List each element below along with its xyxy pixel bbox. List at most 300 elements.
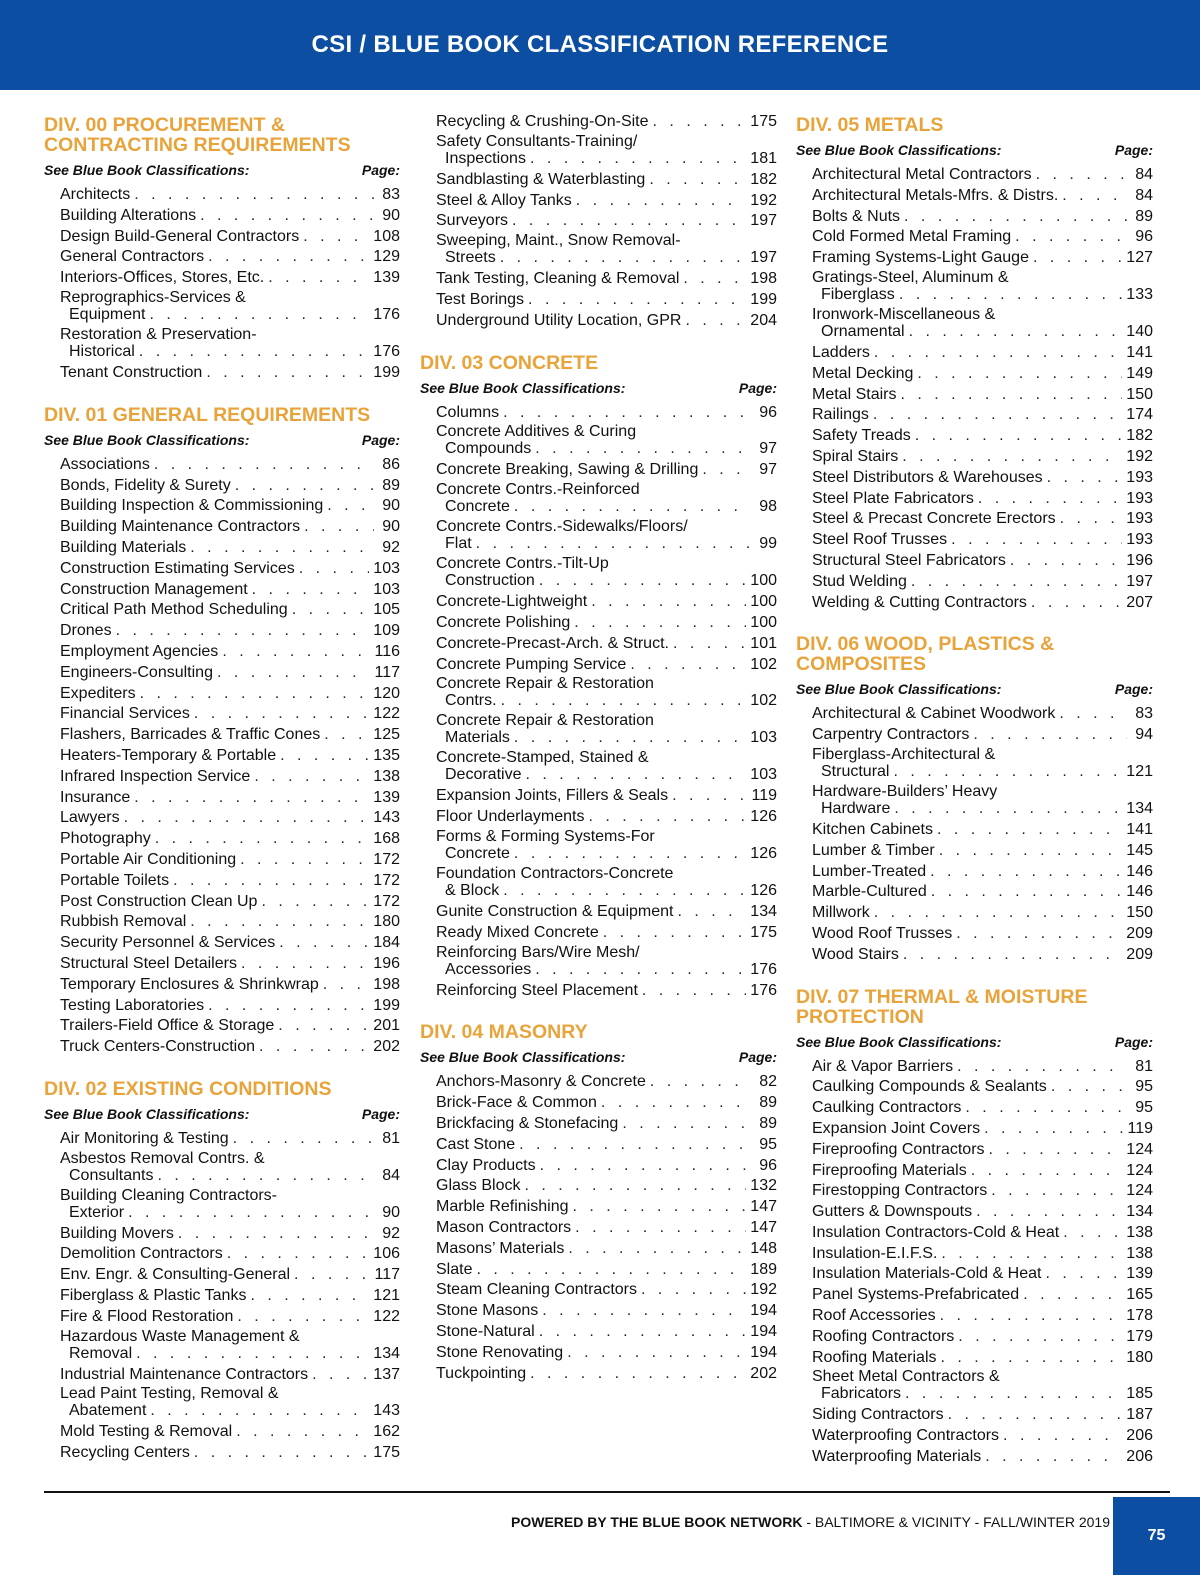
- classification-entry[interactable]: [796, 1368, 1153, 1402]
- entry-page: 175: [373, 1444, 400, 1462]
- classification-entry[interactable]: [796, 186, 1153, 207]
- classification-entry[interactable]: [420, 555, 777, 589]
- dot-leader: [140, 684, 370, 705]
- classification-entry[interactable]: [420, 269, 777, 290]
- classification-entry[interactable]: [420, 1072, 777, 1093]
- dot-leader: [941, 1244, 1122, 1265]
- division-heading-line: PROTECTION: [796, 1005, 924, 1028]
- entry-page: 81: [1135, 1057, 1153, 1075]
- classification-entry[interactable]: [44, 600, 400, 621]
- classification-entry[interactable]: [44, 517, 400, 538]
- entry-page: 172: [373, 871, 400, 889]
- classification-entry[interactable]: [420, 403, 777, 424]
- classification-entry[interactable]: [796, 725, 1153, 746]
- dot-leader: [280, 746, 369, 767]
- entry-name: Expansion Joints, Fillers & Seals: [436, 787, 669, 805]
- classification-entry[interactable]: [420, 1301, 777, 1322]
- classification-entry[interactable]: [796, 1223, 1153, 1244]
- classification-entry[interactable]: [44, 326, 400, 360]
- classification-entry[interactable]: [44, 788, 400, 809]
- dot-leader: [573, 1197, 747, 1218]
- dot-leader: [677, 902, 746, 923]
- entry-page: 162: [373, 1423, 400, 1441]
- classification-entry[interactable]: [796, 385, 1153, 406]
- entry-page: 101: [750, 634, 777, 652]
- division-heading: [796, 984, 1153, 1027]
- dot-leader: [294, 1265, 370, 1286]
- classification-entry[interactable]: [796, 1057, 1153, 1078]
- dot-leader: [268, 268, 369, 289]
- classification-subheader: [44, 431, 400, 449]
- classification-entry[interactable]: [44, 268, 400, 289]
- classification-entry[interactable]: [420, 902, 777, 923]
- classification-entry[interactable]: [44, 206, 400, 227]
- dot-leader: [128, 1204, 374, 1221]
- page-column-label: Page:: [1114, 142, 1153, 158]
- entry-name: Firestopping Contractors: [812, 1182, 988, 1200]
- classification-entry[interactable]: [420, 1260, 777, 1281]
- dot-leader: [1059, 704, 1127, 725]
- classification-entry[interactable]: [44, 455, 400, 476]
- entry-page: 182: [750, 170, 777, 188]
- classification-entry[interactable]: [420, 518, 777, 552]
- entry-page: 108: [373, 227, 400, 245]
- classification-entry[interactable]: [44, 538, 400, 559]
- entry-name: Financial Services: [60, 705, 190, 723]
- entry-page: 175: [750, 923, 777, 941]
- classification-entry[interactable]: [420, 923, 777, 944]
- entry-page: 120: [373, 684, 400, 702]
- dot-leader: [173, 871, 369, 892]
- dot-leader: [1062, 186, 1127, 207]
- classification-entry[interactable]: [796, 1140, 1153, 1161]
- entry-page: 193: [1126, 531, 1153, 549]
- classification-entry[interactable]: [796, 1426, 1153, 1447]
- classification-entry[interactable]: [44, 1129, 400, 1150]
- entry-name: Lumber & Timber: [812, 841, 935, 859]
- dot-leader: [893, 763, 1122, 780]
- dot-leader: [155, 829, 370, 850]
- dot-leader: [1060, 509, 1123, 530]
- entry-page: 193: [1126, 468, 1153, 486]
- classification-entry[interactable]: [796, 1077, 1153, 1098]
- entry-name-continued: Exterior: [69, 1203, 125, 1221]
- column-3: [796, 112, 1153, 1486]
- classification-entry[interactable]: [796, 704, 1153, 725]
- dot-leader: [539, 572, 746, 589]
- classification-subheader: [44, 161, 400, 179]
- classification-entry[interactable]: [44, 496, 400, 517]
- entry-page: 145: [1126, 841, 1153, 859]
- classification-entry[interactable]: [44, 289, 400, 323]
- entry-page: 175: [750, 113, 777, 130]
- entry-name: Metal Stairs: [812, 385, 897, 403]
- classification-entry[interactable]: [44, 621, 400, 642]
- entry-name: Ready Mixed Concrete: [436, 923, 599, 941]
- classification-entry[interactable]: [420, 1364, 777, 1385]
- classification-entry[interactable]: [44, 1307, 400, 1328]
- classification-entry[interactable]: [420, 1322, 777, 1343]
- classification-entry[interactable]: [420, 460, 777, 481]
- entry-name: Wood Roof Trusses: [812, 924, 953, 942]
- classification-entry[interactable]: [420, 170, 777, 191]
- entry-name: Infrared Inspection Service: [60, 767, 251, 785]
- dot-leader: [956, 924, 1122, 945]
- entry-name: Critical Path Method Scheduling: [60, 601, 288, 619]
- entry-page: 96: [759, 403, 777, 421]
- classification-entry[interactable]: [796, 447, 1153, 468]
- dot-leader: [900, 385, 1122, 406]
- classification-entry[interactable]: [44, 746, 400, 767]
- entry-name-continued: Concrete: [445, 844, 510, 862]
- classification-entry[interactable]: [420, 655, 777, 676]
- dot-leader: [957, 1057, 1127, 1078]
- entry-page: 198: [750, 270, 777, 288]
- classification-entry[interactable]: [420, 865, 777, 899]
- dot-leader: [190, 912, 369, 933]
- entry-name: Wood Stairs: [812, 945, 899, 963]
- classification-entry[interactable]: [44, 559, 400, 580]
- classification-entry[interactable]: [796, 1327, 1153, 1348]
- entry-page: 134: [1126, 799, 1153, 817]
- entry-page: 90: [382, 497, 400, 515]
- classification-entry[interactable]: [796, 945, 1153, 966]
- classification-entry[interactable]: [796, 882, 1153, 903]
- dot-leader: [303, 227, 369, 248]
- entry-name: Env. Engr. & Consulting-General: [60, 1266, 291, 1284]
- see-classifications-label: See Blue Book Classifications:: [796, 142, 1002, 158]
- entry-name: Concrete Pumping Service: [436, 655, 627, 673]
- classification-entry[interactable]: [420, 1280, 777, 1301]
- dot-leader: [601, 1093, 751, 1114]
- classification-entry[interactable]: [420, 481, 777, 515]
- classification-entry[interactable]: [44, 1365, 400, 1386]
- footer-credit: [44, 1508, 1110, 1536]
- dot-leader: [650, 1072, 751, 1093]
- entry-name: Portable Air Conditioning: [60, 850, 237, 868]
- classification-entry[interactable]: [796, 343, 1153, 364]
- classification-entry[interactable]: [796, 405, 1153, 426]
- classification-entry[interactable]: [420, 981, 777, 1002]
- entry-name: Safety Consultants-Training/: [436, 132, 638, 150]
- page-column-label: Page:: [361, 162, 400, 178]
- classification-entry[interactable]: [44, 1016, 400, 1037]
- classification-subheader: [420, 1048, 777, 1066]
- classification-entry[interactable]: [796, 1447, 1153, 1468]
- division-section: [44, 112, 400, 384]
- column-1: [44, 112, 400, 1482]
- classification-entry[interactable]: [44, 684, 400, 705]
- classification-entry[interactable]: [44, 1443, 400, 1464]
- entry-name: Security Personnel & Services: [60, 934, 276, 952]
- division-heading: [420, 350, 777, 373]
- entry-page: 86: [382, 455, 400, 473]
- classification-entry[interactable]: [796, 1306, 1153, 1327]
- entry-page: 168: [373, 830, 400, 848]
- dot-leader: [915, 426, 1123, 447]
- dot-leader: [649, 170, 746, 191]
- classification-entry[interactable]: [796, 820, 1153, 841]
- classification-entry[interactable]: [796, 551, 1153, 572]
- classification-entry[interactable]: [796, 1244, 1153, 1265]
- dot-leader: [978, 489, 1122, 510]
- classification-entry[interactable]: [420, 112, 777, 133]
- classification-entry[interactable]: [420, 423, 777, 457]
- dot-leader: [154, 455, 374, 476]
- classification-entry[interactable]: [796, 468, 1153, 489]
- entry-page: 122: [373, 1307, 400, 1325]
- classification-entry[interactable]: [796, 1161, 1153, 1182]
- classification-entry[interactable]: [796, 165, 1153, 186]
- page-column-label: Page:: [1114, 681, 1153, 698]
- classification-entry[interactable]: [420, 1114, 777, 1135]
- classification-entry[interactable]: [796, 862, 1153, 883]
- dot-leader: [874, 343, 1122, 364]
- classification-entry[interactable]: [44, 580, 400, 601]
- classification-entry[interactable]: [44, 850, 400, 871]
- classification-subheader: [796, 1033, 1153, 1051]
- classification-entry[interactable]: [44, 642, 400, 663]
- classification-entry[interactable]: [44, 1187, 400, 1221]
- entry-name: Drones: [60, 622, 112, 640]
- classification-entry[interactable]: [44, 663, 400, 684]
- classification-entry[interactable]: [420, 290, 777, 311]
- classification-entry[interactable]: [420, 592, 777, 613]
- entry-name: Masons’ Materials: [436, 1239, 565, 1257]
- classification-entry[interactable]: [44, 808, 400, 829]
- entry-name: Associations: [60, 455, 150, 473]
- entry-page: 103: [373, 580, 400, 598]
- classification-entry[interactable]: [796, 1405, 1153, 1426]
- entry-page: 134: [1126, 1203, 1153, 1221]
- classification-entry[interactable]: [796, 306, 1153, 340]
- classification-entry[interactable]: [44, 912, 400, 933]
- classification-entry[interactable]: [420, 675, 777, 709]
- classification-entry[interactable]: [44, 227, 400, 248]
- classification-entry[interactable]: [44, 1385, 400, 1419]
- classification-entry[interactable]: [796, 364, 1153, 385]
- classification-entry[interactable]: [420, 311, 777, 332]
- classification-entry[interactable]: [420, 1093, 777, 1114]
- classification-entry[interactable]: [420, 1197, 777, 1218]
- classification-entry[interactable]: [44, 1037, 400, 1058]
- dot-leader: [902, 447, 1122, 468]
- classification-entry[interactable]: [44, 1265, 400, 1286]
- classification-entry[interactable]: [796, 207, 1153, 228]
- dot-leader: [948, 1405, 1123, 1426]
- classification-entry[interactable]: [44, 954, 400, 975]
- entry-name: Gunite Construction & Equipment: [436, 902, 674, 920]
- dot-leader: [894, 800, 1122, 817]
- entry-page: 138: [1126, 1223, 1153, 1241]
- dot-leader: [236, 1422, 369, 1443]
- classification-entry[interactable]: [44, 933, 400, 954]
- division-heading-line: DIV. 05 METALS: [796, 114, 944, 136]
- entry-name: Concrete-Lightweight: [436, 593, 588, 611]
- classification-entry[interactable]: [796, 269, 1153, 303]
- dot-leader: [525, 766, 746, 783]
- entry-page: 199: [373, 996, 400, 1014]
- page-title: CSI / BLUE BOOK CLASSIFICATION REFERENCE: [311, 31, 889, 58]
- dot-leader: [911, 572, 1122, 593]
- classification-entry[interactable]: [420, 1156, 777, 1177]
- entry-name-continued: Decorative: [445, 766, 522, 784]
- classification-entry[interactable]: [420, 1176, 777, 1197]
- entry-name: Steel Distributors & Warehouses: [812, 468, 1043, 486]
- classification-entry[interactable]: [796, 1119, 1153, 1140]
- dot-leader: [683, 269, 746, 290]
- classification-entry[interactable]: [420, 712, 777, 746]
- entry-page: 102: [750, 692, 777, 710]
- classification-entry[interactable]: [796, 593, 1153, 614]
- entry-name: Concrete-Stamped, Stained &: [436, 749, 649, 767]
- classification-entry[interactable]: [796, 1098, 1153, 1119]
- classification-entry[interactable]: [796, 1202, 1153, 1223]
- classification-entry[interactable]: [796, 426, 1153, 447]
- classification-subheader: [44, 1105, 400, 1123]
- dot-leader: [673, 634, 746, 655]
- classification-entry[interactable]: [796, 924, 1153, 945]
- classification-entry[interactable]: [420, 1218, 777, 1239]
- entry-name: Concrete Repair & Restoration: [436, 675, 654, 693]
- entry-page: 124: [1126, 1161, 1153, 1179]
- dot-leader: [530, 150, 746, 167]
- classification-entry[interactable]: [420, 191, 777, 212]
- entry-name: Glass Block: [436, 1177, 521, 1195]
- classification-subheader: [796, 680, 1153, 698]
- entry-page: 172: [373, 850, 400, 868]
- division-heading: [44, 1076, 400, 1099]
- entry-name: Hardware-Builders’ Heavy: [812, 782, 998, 800]
- entry-page: 150: [1126, 385, 1153, 403]
- footer-edition: - BALTIMORE & VICINITY - FALL/WINTER 2019: [802, 1514, 1110, 1530]
- entry-name: Tank Testing, Cleaning & Removal: [436, 270, 680, 288]
- entry-page: 100: [750, 572, 777, 590]
- dot-leader: [542, 1301, 746, 1322]
- dot-leader: [279, 933, 369, 954]
- classification-entry[interactable]: [420, 807, 777, 828]
- classification-entry[interactable]: [796, 509, 1153, 530]
- entry-page: 197: [750, 249, 777, 267]
- classification-entry[interactable]: [796, 1181, 1153, 1202]
- dot-leader: [519, 1135, 751, 1156]
- classification-entry[interactable]: [44, 767, 400, 788]
- entry-name: Rubbish Removal: [60, 913, 187, 931]
- entry-name: Waterproofing Contractors: [812, 1427, 1000, 1445]
- classification-entry[interactable]: [44, 1328, 400, 1362]
- entry-page: 83: [1135, 705, 1153, 723]
- classification-entry[interactable]: [420, 211, 777, 232]
- entry-page: 194: [750, 1322, 777, 1340]
- classification-entry[interactable]: [796, 1264, 1153, 1285]
- classification-entry[interactable]: [44, 975, 400, 996]
- classification-entry[interactable]: [44, 1286, 400, 1307]
- classification-entry[interactable]: [420, 634, 777, 655]
- entry-page: 100: [750, 593, 777, 611]
- classification-entry[interactable]: [796, 1348, 1153, 1369]
- dot-leader: [1045, 1264, 1122, 1285]
- classification-entry[interactable]: [420, 232, 777, 266]
- classification-entry[interactable]: [44, 725, 400, 746]
- column-2: [420, 112, 777, 1402]
- classification-entry[interactable]: [420, 749, 777, 783]
- entry-name: Cold Formed Metal Framing: [812, 228, 1012, 246]
- classification-entry[interactable]: [420, 786, 777, 807]
- entry-page: 117: [374, 663, 400, 681]
- entry-name: Design Build-General Contractors: [60, 227, 300, 245]
- classification-entry[interactable]: [44, 1150, 400, 1184]
- classification-entry[interactable]: [420, 828, 777, 862]
- classification-entry[interactable]: [44, 704, 400, 725]
- entry-name: Safety Treads: [812, 427, 911, 445]
- classification-entry[interactable]: [44, 829, 400, 850]
- classification-entry[interactable]: [796, 841, 1153, 862]
- dot-leader: [530, 1364, 746, 1385]
- classification-entry[interactable]: [796, 572, 1153, 593]
- entry-name: Building Maintenance Contractors: [60, 518, 301, 536]
- entry-page: 189: [750, 1260, 777, 1278]
- classification-entry[interactable]: [44, 247, 400, 268]
- entry-name: Mason Contractors: [436, 1218, 572, 1236]
- classification-entry[interactable]: [796, 530, 1153, 551]
- entry-name: Tuckpointing: [436, 1364, 527, 1382]
- classification-entry[interactable]: [420, 1135, 777, 1156]
- dot-leader: [178, 1224, 374, 1245]
- dot-leader: [227, 1244, 370, 1265]
- entry-name: Lawyers: [60, 809, 120, 827]
- classification-entry[interactable]: [420, 944, 777, 978]
- division-section: [44, 402, 400, 1058]
- dot-leader: [299, 559, 370, 580]
- classification-entry[interactable]: [796, 783, 1153, 817]
- classification-entry[interactable]: [796, 1285, 1153, 1306]
- division-heading: [44, 402, 400, 425]
- entry-name: Insulation Contractors-Cold & Heat: [812, 1223, 1060, 1241]
- classification-entry[interactable]: [796, 227, 1153, 248]
- classification-entry[interactable]: [420, 1239, 777, 1260]
- classification-entry[interactable]: [44, 1244, 400, 1265]
- entry-name: Sheet Metal Contractors &: [812, 1368, 1000, 1386]
- see-classifications-label: See Blue Book Classifications:: [796, 681, 1002, 698]
- entry-page: 198: [373, 975, 400, 993]
- entry-name: Testing Laboratories: [60, 996, 205, 1014]
- classification-subheader: [420, 379, 777, 397]
- entry-name: Expediters: [60, 684, 136, 702]
- see-classifications-label: See Blue Book Classifications:: [44, 1105, 250, 1122]
- classification-entry[interactable]: [796, 248, 1153, 269]
- entry-name: Slate: [436, 1260, 473, 1278]
- classification-entry[interactable]: [44, 1224, 400, 1245]
- classification-entry[interactable]: [44, 871, 400, 892]
- classification-entry[interactable]: [44, 363, 400, 384]
- classification-entry[interactable]: [420, 1343, 777, 1364]
- classification-entry[interactable]: [44, 185, 400, 206]
- dot-leader: [514, 729, 746, 746]
- classification-entry[interactable]: [796, 746, 1153, 780]
- dot-leader: [939, 841, 1123, 862]
- entry-name: Concrete Repair & Restoration: [436, 712, 654, 730]
- classification-entry[interactable]: [44, 996, 400, 1017]
- classification-entry[interactable]: [796, 489, 1153, 510]
- classification-entry[interactable]: [44, 476, 400, 497]
- page-column-label: Page:: [738, 1049, 777, 1066]
- classification-entry[interactable]: [420, 613, 777, 634]
- classification-entry[interactable]: [796, 903, 1153, 924]
- classification-entry[interactable]: [420, 133, 777, 167]
- division-heading-line: DIV. 04 MASONRY: [420, 1021, 588, 1044]
- classification-entry[interactable]: [44, 1422, 400, 1443]
- classification-entry[interactable]: [44, 892, 400, 913]
